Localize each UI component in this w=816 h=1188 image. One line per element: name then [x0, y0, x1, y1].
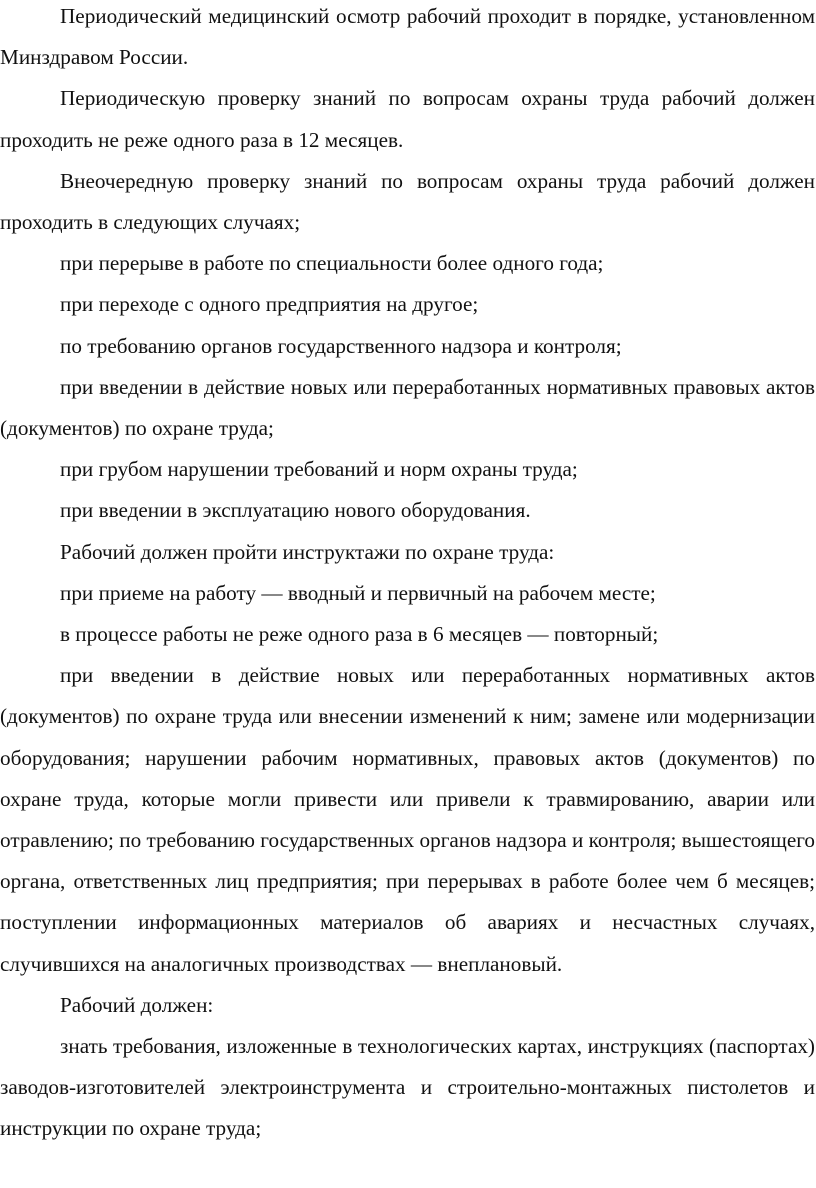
paragraph-periodic-check: Периодическую проверку знаний по вопросам охраны труда рабочий должен проходить не реже одного раза в 12 месяцев.: [0, 86, 815, 152]
list-item-unscheduled-briefing: при введении в действие новых или переработанных нормативных актов (документов) по охране труда или внесении изменений к ним; замене или модернизации оборудования; нарушении рабочим нормативных, правовых актов (документов) по охране труда, которые могли привести или привели к травмированию, аварии или отравлению; по требованию государственных органов надзора и контроля; вышестоящего органа, ответственных лиц предприятия; при перерывах в работе более чем б месяцев; поступлении информационных материалов об авариях и несчастных случаях, случившихся на аналогичных производствах — внеплановый.: [0, 663, 815, 976]
paragraph-extraordinary-check: Внеочередную проверку знаний по вопросам охраны труда рабочий должен проходить в следующих случаях;: [0, 168, 815, 235]
paragraph-worker-must: Рабочий должен:: [60, 992, 214, 1017]
list-item-new-regulations: при введении в действие новых или переработанных нормативных правовых актов (документов) по охране труда;: [0, 374, 815, 441]
paragraph-briefings-heading: Рабочий должен пройти инструктажи по охране труда:: [60, 539, 555, 564]
list-item-repeated-briefing: в процессе работы не реже одного раза в 6 месяцев — повторный;: [60, 622, 659, 647]
list-item-enterprise-change: при переходе с одного предприятия на другое;: [60, 292, 479, 317]
list-item-supervision-request: по требованию органов государственного надзора и контроля;: [60, 333, 622, 358]
list-item-gross-violation: при грубом нарушении требований и норм охраны труда;: [60, 457, 578, 482]
list-item-work-break: при перерыве в работе по специальности более одного года;: [60, 251, 604, 276]
list-item-new-equipment: при введении в эксплуатацию нового оборудования.: [60, 498, 531, 523]
list-item-introductory-briefing: при приеме на работу — вводный и первичный на рабочем месте;: [60, 580, 656, 605]
list-item-know-requirements: знать требования, изложенные в технологических картах, инструкциях (паспортах) заводов-изготовителей электроинструмента и строительно-монтажных пистолетов и инструкции по охране труда;: [0, 1034, 815, 1141]
paragraph-medical-exam: Периодический медицинский осмотр рабочий проходит в порядке, установленном Минздравом России.: [0, 4, 815, 70]
